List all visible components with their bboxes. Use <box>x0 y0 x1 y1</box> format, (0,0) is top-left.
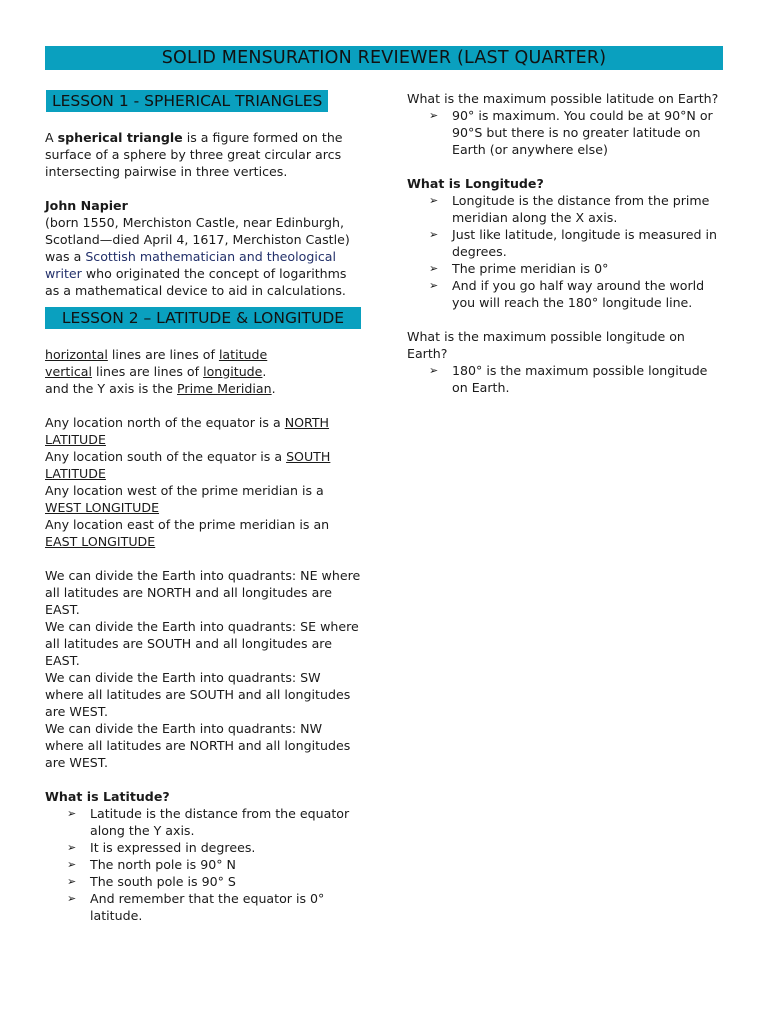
list-item: ➢ The south pole is 90° S <box>67 874 236 889</box>
max-latitude-list <box>407 107 727 158</box>
quadrant-se: We can divide the Earth into quadrants: SE where all latitudes are SOUTH and all longitudes are EAST. <box>45 619 359 668</box>
quadrant-ne: We can divide the Earth into quadrants: NE where all latitudes are NORTH and all longitudes are EAST. <box>45 568 361 617</box>
arrow-bullet-icon: ➢ <box>429 364 439 377</box>
arrow-bullet-icon: ➢ <box>429 228 439 241</box>
arrow-bullet-icon: ➢ <box>67 858 77 871</box>
south-latitude-def: Any location south of the equator is a SOUTH LATITUDE <box>45 449 331 481</box>
quadrant-sw: We can divide the Earth into quadrants: SW where all latitudes are SOUTH and all longitudes are WEST. <box>45 670 351 719</box>
latitude-line-def: horizontal lines are lines of latitude <box>45 347 268 362</box>
longitude-line-def: vertical lines are lines of longitude. <box>45 364 267 379</box>
arrow-bullet-icon: ➢ <box>429 262 439 275</box>
latitude-question: What is Latitude? <box>45 789 170 804</box>
list-item: ➢ Latitude is the distance from the equator along the Y axis. <box>67 806 350 838</box>
spherical-triangle-definition: A spherical triangle is a figure formed on the surface of a sphere by three great circular arcs intersecting pairwise in three vertices. <box>45 130 343 179</box>
list-item: ➢ 90° is maximum. You could be at 90°N or 90°S but there is no greater latitude on Earth (or anywhere else) <box>429 108 713 157</box>
quadrant-nw: We can divide the Earth into quadrants: NW where all latitudes are NORTH and all longitudes are WEST. <box>45 721 351 770</box>
max-latitude-question: What is the maximum possible latitude on Earth? <box>407 91 719 106</box>
longitude-question: What is Longitude? <box>407 176 544 191</box>
arrow-bullet-icon: ➢ <box>67 807 77 820</box>
lesson1-heading: LESSON 1 - SPHERICAL TRIANGLES <box>46 90 328 112</box>
left-column <box>45 90 363 924</box>
list-item: ➢ Longitude is the distance from the prime meridian along the X axis. <box>429 193 710 225</box>
spherical-triangle-term: spherical triangle <box>57 130 183 145</box>
arrow-bullet-icon: ➢ <box>429 279 439 292</box>
max-longitude-question: What is the maximum possible longitude on Earth? <box>407 329 685 361</box>
list-item: ➢ 180° is the maximum possible longitude on Earth. <box>429 363 708 395</box>
list-item: ➢ Just like latitude, longitude is measured in degrees. <box>429 227 717 259</box>
east-longitude-def: Any location east of the prime meridian is an EAST LONGITUDE <box>45 517 330 549</box>
arrow-bullet-icon: ➢ <box>429 194 439 207</box>
list-item: ➢ It is expressed in degrees. <box>67 840 256 855</box>
arrow-bullet-icon: ➢ <box>67 841 77 854</box>
west-longitude-def: Any location west of the prime meridian is a WEST LONGITUDE <box>45 483 324 515</box>
page-title: SOLID MENSURATION REVIEWER (LAST QUARTER) <box>45 46 723 70</box>
right-column <box>407 90 727 396</box>
longitude-list <box>407 192 727 311</box>
north-latitude-def: Any location north of the equator is a NORTH LATITUDE <box>45 415 330 447</box>
napier-link[interactable]: Scottish mathematician and theological writer <box>45 249 336 281</box>
napier-bio: (born 1550, Merchiston Castle, near Edinburgh, Scotland—died April 4, 1617, Merchiston Castle) was a Scottish mathematician and theological writer who originated the concept of logarithms as a mathematical device to aid in calculations. <box>45 215 350 298</box>
max-longitude-list <box>407 362 727 396</box>
prime-meridian-def: and the Y axis is the Prime Meridian. <box>45 381 276 396</box>
arrow-bullet-icon: ➢ <box>67 875 77 888</box>
list-item: ➢ And if you go half way around the world you will reach the 180° longitude line. <box>429 278 705 310</box>
arrow-bullet-icon: ➢ <box>429 109 439 122</box>
napier-name: John Napier <box>45 198 128 213</box>
list-item: ➢ And remember that the equator is 0° latitude. <box>67 891 325 923</box>
list-item: ➢ The prime meridian is 0° <box>429 261 609 276</box>
list-item: ➢ The north pole is 90° N <box>67 857 236 872</box>
arrow-bullet-icon: ➢ <box>67 892 77 905</box>
lesson2-heading: LESSON 2 – LATITUDE & LONGITUDE <box>45 307 361 329</box>
latitude-list <box>45 805 363 924</box>
